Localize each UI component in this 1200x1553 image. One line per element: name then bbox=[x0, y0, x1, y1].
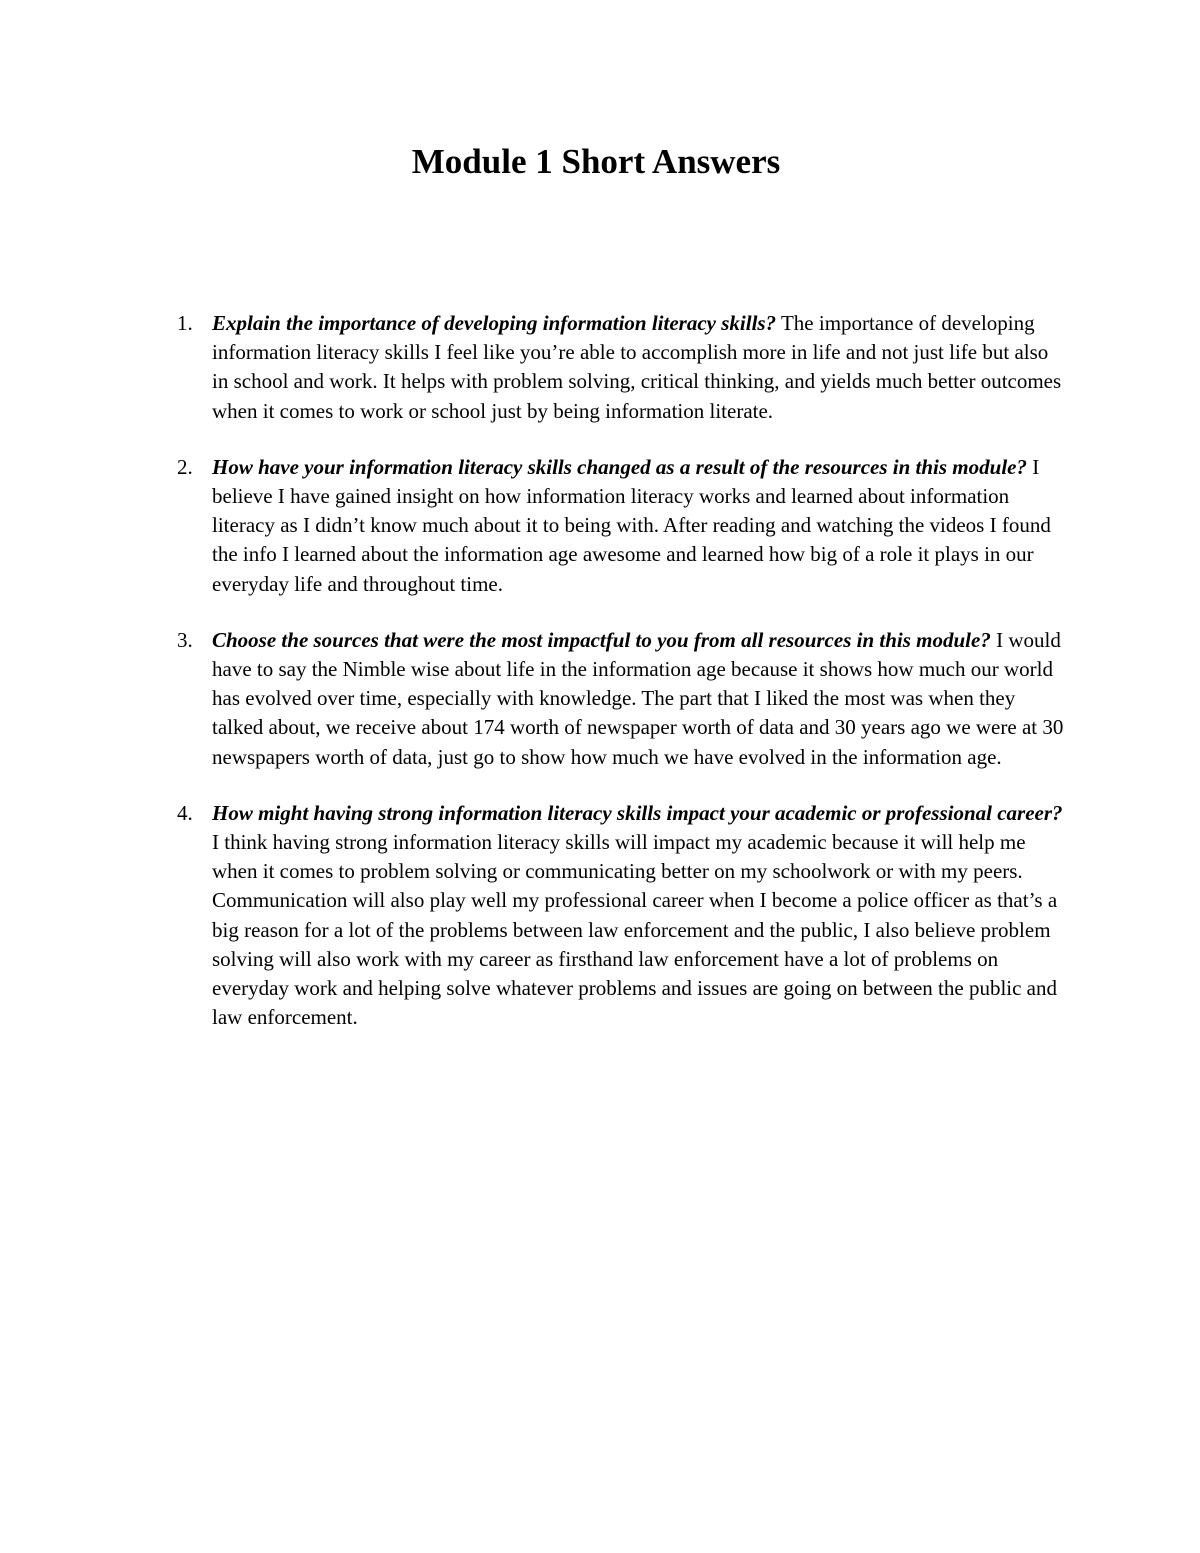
item-number: 3. bbox=[177, 627, 193, 652]
item-number: 4. bbox=[177, 800, 193, 825]
question-text: How have your information literacy skills changed as a result of the resources in this module? bbox=[212, 454, 1027, 479]
question-text: Choose the sources that were the most impactful to you from all resources in this module? bbox=[212, 627, 991, 652]
answer-text: The importance of developing information literacy skills I feel like you’re able to accomplish more in life and not just life but also in school and work. It helps with problem solving, critical thinking, and yields much better outcomes when it comes to work or school just by being information literate. bbox=[212, 311, 1062, 423]
list-item-3 bbox=[173, 626, 1068, 772]
list-item-1 bbox=[173, 309, 1068, 426]
page-title: Module 1 Short Answers bbox=[411, 142, 781, 181]
answer-text: I believe I have gained insight on how information literacy works and learned about information literacy as I didn’t know much about it to being with. After reading and watching the videos I found the info I learned about the information age awesome and learned how big of a role it plays in our everyday life and throughout time. bbox=[212, 454, 1051, 596]
item-number: 2. bbox=[177, 454, 193, 479]
question-text: Explain the importance of developing information literacy skills? bbox=[212, 311, 777, 335]
question-list bbox=[173, 309, 1068, 1059]
list-item-2 bbox=[173, 453, 1068, 599]
item-number: 1. bbox=[177, 311, 193, 335]
question-text: How might having strong information literacy skills impact your academic or professional career? bbox=[212, 800, 1063, 825]
answer-text: I think having strong information literacy skills will impact my academic because it will help me when it comes to problem solving or communicating better on my schoolwork or with my peers. Communication will also play well my professional career when I become a police officer as that’s a big reason for a lot of the problems between law enforcement and the public, I also believe problem solving will also work with my career as firsthand law enforcement have a lot of problems on everyday work and helping solve whatever problems and issues are going on between the public and law enforcement. bbox=[212, 830, 1058, 1030]
answer-text: I would have to say the Nimble wise about life in the information age because it shows how much our world has evolved over time, especially with knowledge. The part that I liked the most was when they talked about, we receive about 174 worth of newspaper worth of data and 30 years ago we were at 30 newspapers worth of data, just go to show how much we have evolved in the information age. bbox=[212, 627, 1064, 769]
list-item-4 bbox=[173, 799, 1068, 1033]
